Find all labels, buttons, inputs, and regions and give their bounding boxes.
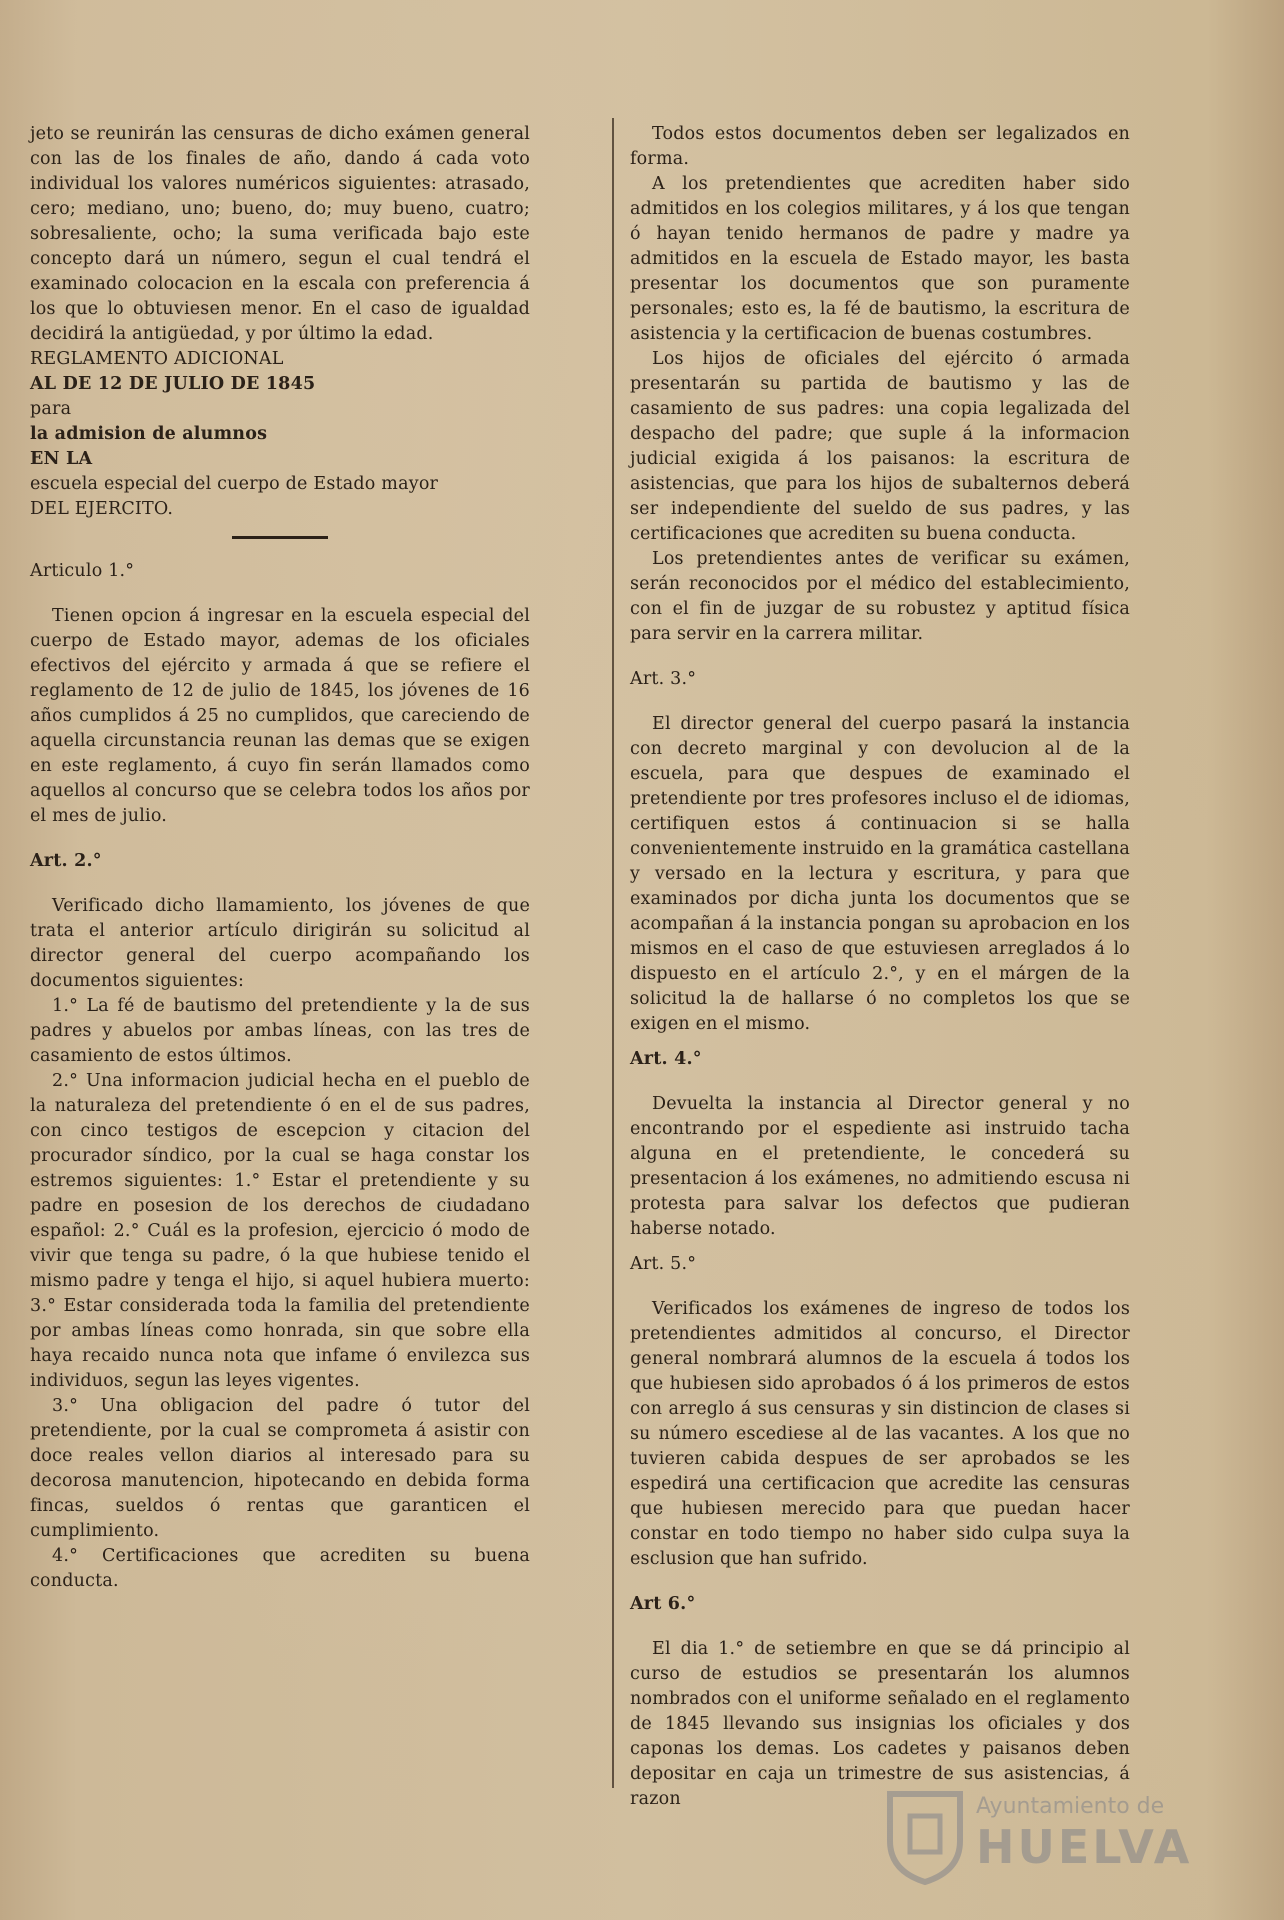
art3-text: El director general del cuerpo pasará la instancia con decreto marginal y con devolucion al de la escuela, para que despues de examinado el pretendiente por tres profesores incluso el de idiomas, certifiquen estos á continuacion si se halla convenientemente instruido en la gramática castellana y versado en la lectura y escritura, y para que examinados por dicha junta los documentos que se acompañan á la instancia pongan su aprobacion en los mismos en el caso de que estuviesen arreglados á lo dispuesto en el artículo 2.°, y en el márgen de la solicitud la de hallarse ó no completos los que se exigen en el mismo. [630, 714, 1130, 1034]
watermark-line-1: Ayuntamiento de [976, 1794, 1165, 1819]
art2-item-1: 1.° La fé de bautismo del pretendiente y la de sus padres y abuelos por ambas líneas, con las tres de casamiento de estos últimos. [30, 996, 530, 1066]
art2-text: Verificado dicho llamamiento, los jóvenes de que trata el anterior artículo dirigirán su solicitud al director general del cuerpo acompañando los documentos siguientes: [30, 896, 530, 991]
art5-text: Verificados los exámenes de ingreso de todos los pretendientes admitidos al concurso, el Director general nombrará alumnos de la escuela á todos los que hubiesen sido aprobados ó á los primeros de estos con arreglo á sus censuras y sin distincion de clases si su número escediese al de las vacantes. A los que no tuvieren cabida despues de ser aprobados se les espedirá una certificacion que acredite las censuras que hubiesen merecido para que puedan hacer constar en todo tiempo no haber sido culpa suya la esclusion que han sufrido. [630, 1299, 1130, 1569]
art2-item-2: 2.° Una informacion judicial hecha en el pueblo de la naturaleza del pretendiente ó en el de sus padres, con cinco testigos de escepcion y citacion del procurador síndico, por la cual se haga constar los estremos siguientes: 1.° Estar el pretendiente y su padre en posesion de los derechos de ciudadano español: 2.° Cuál es la profesion, ejercicio ó modo de vivir que tenga su padre, ó la que hubiese tenido el mismo padre y tenga el hijo, si aquel hubiera muerto: 3.° Estar considerada toda la familia del pretendiente por ambas líneas como honrada, sin que sobre ella haya recaido nunca nota que infame ó envilezca sus individuos, segun las leyes vigentes. [30, 1071, 530, 1391]
title-line-4: la admision de alumnos [30, 424, 268, 444]
title-line-7: DEL EJERCITO. [30, 499, 174, 519]
art4-heading: Art. 4.° [630, 1049, 702, 1069]
intro-paragraph: jeto se reunirán las censuras de dicho exámen general con las de los finales de año, dando á cada voto individual los valores numéricos siguientes: atrasado, cero; mediano, uno; bueno, do; muy bueno, cuatro; sobresaliente, ocho; la suma verificada bajo este concepto dará un número, segun el cual tendrá el examinado colocacion en la escala con preferencia á los que lo obtuviesen menor. En el caso de igualdad decidirá la antigüedad, y por último la edad. [30, 124, 530, 344]
right-p1: Todos estos documentos deben ser legalizados en forma. [630, 124, 1130, 169]
left-column [30, 122, 530, 1594]
right-p4: Los pretendientes antes de verificar su exámen, serán reconocidos por el médico del establecimiento, con el fin de juzgar de su robustez y aptitud física para servir en la carrera militar. [630, 549, 1130, 644]
art1-heading: Articulo 1.° [30, 561, 135, 581]
title-line-6: escuela especial del cuerpo de Estado mayor [30, 474, 439, 494]
art4-text: Devuelta la instancia al Director general y no encontrando por el espediente asi instruido tacha alguna en el pretendiente, le concederá su presentacion á los exámenes, no admitiendo escusa ni protesta para salvar los defectos que pudieran haberse notado. [630, 1094, 1130, 1239]
art1-text: Tienen opcion á ingresar en la escuela especial del cuerpo de Estado mayor, ademas de los oficiales efectivos del ejército y armada á que se refiere el reglamento de 12 de julio de 1845, los jóvenes de 16 años cumplidos á 25 no cumplidos, que careciendo de aquella circunstancia reunan las demas que se exigen en este reglamento, á cuyo fin serán llamados como aquellos al concurso que se celebra todos los años por el mes de julio. [30, 606, 530, 826]
art2-item-4: 4.° Certificaciones que acrediten su buena conducta. [30, 1546, 530, 1591]
title-line-2: AL DE 12 DE JULIO DE 1845 [30, 374, 316, 394]
art2-heading: Art. 2.° [30, 851, 102, 871]
right-column [630, 122, 1130, 1812]
title-line-5: EN LA [30, 449, 93, 469]
right-p3: Los hijos de oficiales del ejército ó armada presentarán su partida de bautismo y las de casamiento de sus padres: una copia legalizada del despacho del padre; que suple á la informacion judicial exigida á los paisanos: la escritura de asistencias, que para los hijos de subalternos deberá ser independiente del sueldo de sus padres, y las certificaciones que acrediten su buena conducta. [630, 349, 1130, 544]
art6-text: El dia 1.° de setiembre en que se dá principio al curso de estudios se presentarán los alumnos nombrados con el uniforme señalado en el reglamento de 1845 llevando sus insignias los oficiales y dos caponas los demas. Los cadetes y paisanos deben depositar en caja un trimestre de sus asistencias, á razon [630, 1639, 1130, 1809]
art2-item-3: 3.° Una obligacion del padre ó tutor del pretendiente, por la cual se comprometa á asistir con doce reales vellon diarios al interesado para su decorosa manutencion, hipotecando en debida forma fincas, sueldos ó rentas que garanticen el cumplimiento. [30, 1396, 530, 1541]
title-line-1: REGLAMENTO ADICIONAL [30, 349, 284, 369]
art6-heading: Art 6.° [630, 1594, 696, 1614]
art5-heading: Art. 5.° [630, 1254, 697, 1274]
art3-heading: Art. 3.° [630, 669, 697, 689]
watermark-line-2: HUELVA [976, 1820, 1193, 1874]
right-p2: A los pretendientes que acrediten haber sido admitidos en los colegios militares, y á los que tengan ó hayan tenido hermanos de padre y madre ya admitidos en la escuela de Estado mayor, les basta presentar los documentos que son puramente personales; esto es, la fé de bautismo, la escritura de asistencia y la certificacion de buenas costumbres. [630, 174, 1130, 344]
watermark-stamp [880, 1780, 1220, 1890]
column-divider [612, 118, 614, 1788]
title-line-3: para [30, 399, 72, 419]
shield-icon [880, 1786, 970, 1886]
